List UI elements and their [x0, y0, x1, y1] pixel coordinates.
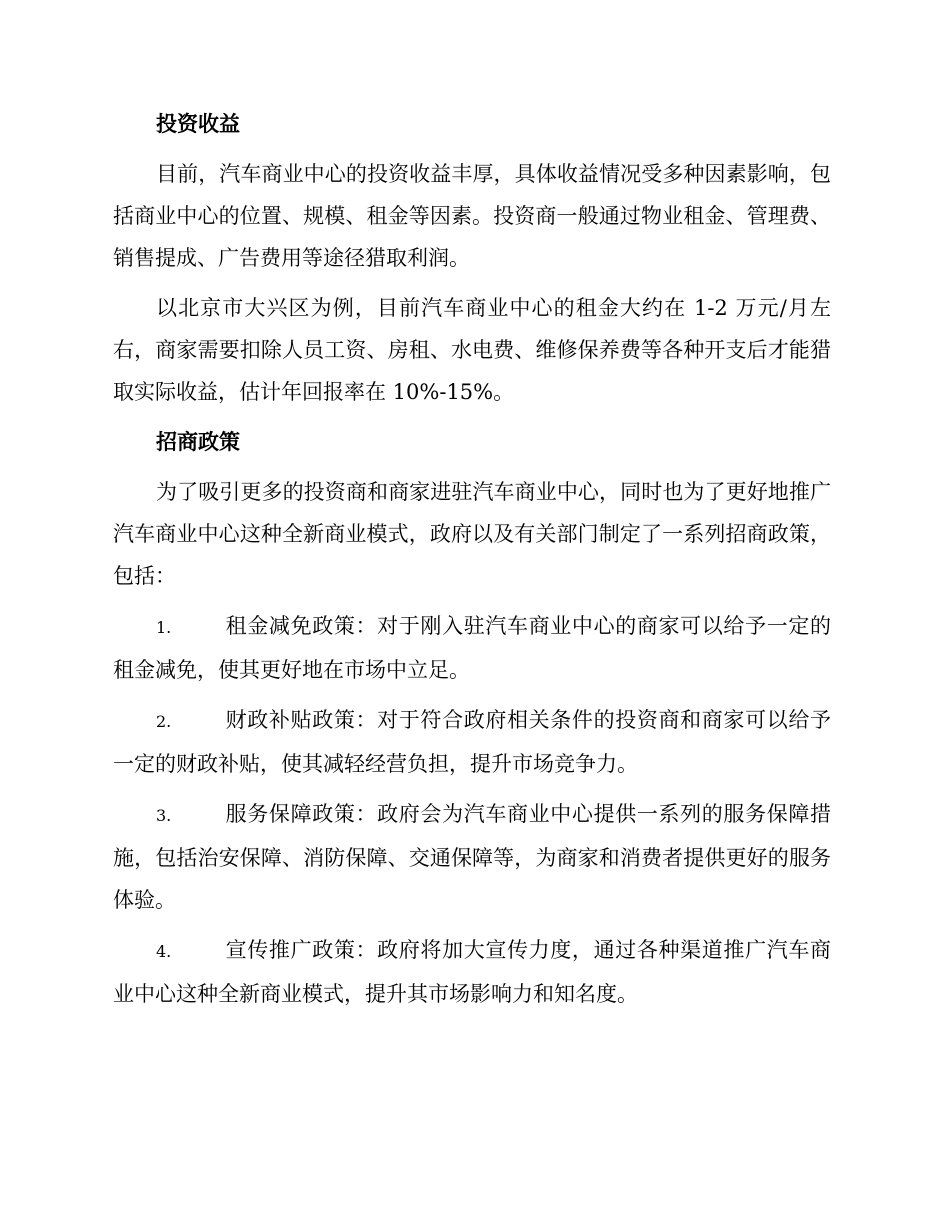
section-heading-investment-returns: 投资收益: [156, 111, 240, 136]
list-number: 4.: [156, 942, 172, 961]
list-item: [113, 699, 831, 785]
paragraph: 为了吸引更多的投资商和商家进驻汽车商业中心，同时也为了更好地推广汽车商业中心这种全新商业模式，政府以及有关部门制定了一系列招商政策，包括：: [113, 480, 831, 588]
paragraph: 目前，汽车商业中心的投资收益丰厚，具体收益情况受多种因素影响，包括商业中心的位置、规模、租金等因素。投资商一般通过物业租金、管理费、销售提成、广告费用等途径猎取利润。: [113, 162, 831, 270]
list-number: 1.: [156, 618, 172, 637]
list-number: 2.: [156, 712, 172, 731]
list-item-text: 租金减免政策：对于刚入驻汽车商业中心的商家可以给予一定的租金减免，使其更好地在市场中立足。: [113, 614, 831, 682]
list-item: [113, 929, 831, 1015]
paragraph: 以北京市大兴区为例，目前汽车商业中心的租金大约在 1-2 万元/月左右，商家需要扣除人员工资、房租、水电费、维修保养费等各种开支后才能猎取实际收益，估计年回报率在 10%-15%。: [113, 296, 831, 404]
list-item-text: 宣传推广政策：政府将加大宣传力度，通过各种渠道推广汽车商业中心这种全新商业模式，提升其市场影响力和知名度。: [113, 938, 831, 1006]
document-page: [113, 103, 831, 1015]
list-number: 3.: [156, 806, 172, 825]
section-heading-investment-policy: 招商政策: [156, 429, 240, 454]
list-item-text: 服务保障政策：政府会为汽车商业中心提供一系列的服务保障措施，包括治安保障、消防保障、交通保障等，为商家和消费者提供更好的服务体验。: [113, 802, 831, 912]
list-item: [113, 605, 831, 691]
list-item-text: 财政补贴政策：对于符合政府相关条件的投资商和商家可以给予一定的财政补贴，使其减轻经营负担，提升市场竞争力。: [113, 708, 831, 776]
list-item: [113, 793, 831, 921]
